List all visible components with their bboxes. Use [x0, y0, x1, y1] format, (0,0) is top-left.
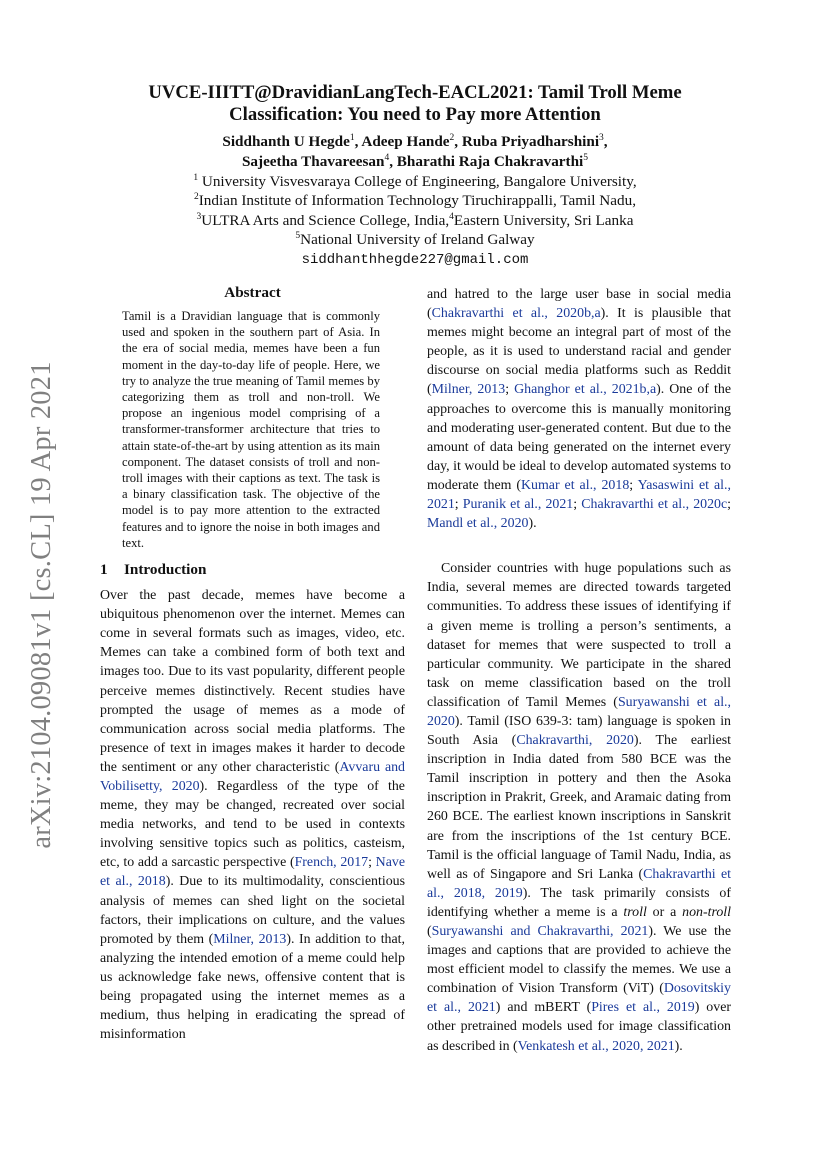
citation-link[interactable]: Suryawanshi et al., 2020 — [427, 694, 731, 729]
body-text: or a — [646, 904, 683, 920]
body-text: ). The earliest inscription in India dated from 580 BCE was the Tamil inscription in pottery and then the Asoka inscription in Prakrit, Greek, and Aramaic dating from 260 BCE. The earliest known inscriptions in Sanskrit are from the inscriptions of the 1st century BCE. Tamil is the official language of Tamil Nadu, India, as well as of Singapore and Sri Lanka ( — [427, 733, 731, 882]
body-text: ; — [573, 497, 582, 513]
intro-paragraph — [100, 586, 405, 1044]
italic-term: troll — [623, 904, 647, 920]
body-text: ). Regardless of the type of the meme, they may be changed, recreated over social media networks, and tend to be used in contexts involving sensitive topics such as politics, casteism, etc, to add a sarcastic perspective ( — [100, 778, 405, 871]
left-column — [100, 283, 405, 1044]
body-text: ( — [427, 924, 432, 939]
affiliation: University Visvesvaraya College of Engineering, Bangalore University, — [201, 173, 637, 190]
affiliation: Eastern University, Sri Lanka — [453, 211, 634, 229]
body-text: ). One of the approaches to overcome this is manually monitoring and moderating user-generated content. But due to the amount of data being generated on the internet every day, it would be ideal to develop automated systems to moderate them ( — [427, 382, 731, 493]
paragraph-gap — [427, 533, 731, 559]
right-column — [427, 285, 731, 1056]
arxiv-stamp-text: arXiv:2104.09081v1 [cs.CL] 19 Apr 2021 — [26, 361, 57, 849]
body-text: and hatred to the large user base in social media ( — [427, 287, 731, 322]
body-text: ). Due to its multimodality, conscientious analysis of memes can shed light on the societal factors, their implications on culture, and the values promoted by them ( — [100, 874, 405, 947]
author-name: Ruba Priyadharshini — [461, 133, 600, 150]
citation-link[interactable]: Puranik et al., 2021 — [462, 497, 574, 513]
author-name: Sajeetha Thavareesan — [241, 153, 385, 170]
affil-sup: 1 — [193, 172, 199, 183]
citation-link[interactable]: Nave et al., 2018 — [100, 855, 405, 890]
author-list: Siddhanth U Hegde$^1$, Adeep Hande$^2$, Ruba Priyadharshini$^3$, Sajeetha Thavareesan$^4$, Bharathi Raja Chakravarthi$^5$ — [222, 132, 608, 170]
paper-title — [100, 82, 730, 126]
body-text: ). — [674, 1038, 683, 1054]
body-text: ; — [629, 477, 638, 493]
paper-header — [100, 82, 730, 270]
citation-link[interactable]: Pires et al., 2019 — [591, 1000, 695, 1016]
citation-link[interactable]: French, 2017 — [294, 855, 369, 871]
section-heading — [100, 560, 405, 580]
affil-sup: 5 — [295, 231, 301, 242]
author-sup: 3 — [599, 132, 604, 143]
citation-link[interactable]: Milner, 2013 — [213, 931, 287, 947]
citation-link[interactable]: Mandl et al., 2020 — [427, 516, 529, 532]
body-paragraph — [427, 285, 731, 533]
affiliation: National University of Ireland Galway — [300, 231, 535, 249]
author-name: Siddhanth U Hegde — [222, 133, 350, 150]
citation-link[interactable]: Dosovitskiy et al., 2021 — [427, 981, 731, 1016]
body-text: ). It is plausible that memes might become an integral part of most of the people, as it is used to understand racial and gender discourse on social media platforms such as Reddit ( — [427, 306, 731, 398]
citation-link[interactable]: Chakravarthi et al., 2020b,a — [431, 306, 601, 322]
body-text: ). — [528, 516, 537, 532]
body-text: ; — [505, 382, 515, 398]
author-name: Adeep Hande — [361, 133, 450, 150]
body-text: ). Tamil (ISO 639-3: tam) language is spoken in South Asia ( — [427, 713, 731, 749]
author-sup: 5 — [583, 152, 589, 163]
citation-link[interactable]: Suryawanshi and Chakravarthi, 2021 — [431, 924, 649, 939]
abstract-text: Tamil is a Dravidian language that is commonly used and spoken in the southern part of Asia. In the era of social media, memes have been a fun moment in the day-to-day life of people. Here, we try to analyze the true meaning of Tamil memes by categorizing them as troll and non-troll. We propose an ingenious model comprising of a transformer-transformer architecture that tries to attain state-of-the-art by using attention as its main component. The dataset consists of troll and non-troll images with their captions as text. The task is a binary classification task. The objective of the model is to pay more attention to the extracted features and to ignore the noise in both images and text. — [122, 309, 380, 550]
citation-link[interactable]: Chakravarthi et al., 2020c — [581, 497, 728, 513]
arxiv-stamp — [22, 360, 62, 850]
section-title: Introduction — [124, 561, 207, 579]
affiliation: ULTRA Arts and Science College, India, — [201, 211, 450, 229]
section-number: 1 — [100, 561, 108, 579]
author-name: Bharathi Raja Chakravarthi — [396, 153, 584, 170]
affil-sup: 3 — [196, 211, 202, 222]
affil-sup: 2 — [193, 192, 199, 203]
citation-link[interactable]: Yasaswini et al., 2021 — [427, 477, 731, 513]
body-text: ) and mBERT ( — [495, 1000, 592, 1016]
contact-email[interactable]: siddhanthhegde227@gmail.com — [301, 251, 529, 268]
citation-link[interactable]: Kumar et al., 2018 — [521, 477, 630, 493]
affiliation: Indian Institute of Information Technology Tiruchirappalli, Tamil Nadu, — [198, 192, 636, 210]
citation-link[interactable]: Chakravarthi, 2020 — [516, 733, 634, 749]
citation-link[interactable]: Venkatesh et al., 2020, 2021 — [517, 1038, 675, 1054]
body-paragraph — [427, 559, 731, 1055]
italic-term: non-troll — [682, 904, 731, 920]
affil-sup: 4 — [449, 211, 454, 222]
citation-link[interactable]: Ghanghor et al., 2021b,a — [514, 382, 657, 398]
author-sup: 2 — [449, 132, 455, 143]
body-text: Over the past decade, memes have become a ubiquitous phenomenon over the internet. Memes can come in several formats such as images, video, etc. Memes can take a combined form of both text and images too. Due to its vast popularity, different people perceive memes distinctively. Recent studies have prompted the usage of memes as a mode of communication across social media platforms. The presence of text in images makes it harder to decode the sentiment or any other characteristic ( — [100, 588, 405, 775]
abstract-heading: Abstract — [224, 284, 281, 301]
title-line-2: Classification: You need to Pay more Attention — [229, 104, 601, 125]
body-text: Consider countries with huge populations such as India, several memes are directed towards targeted communities. To address these issues of identifying if a given meme is trolling a person’s sentiments, a dataset for memes that were suspected to troll a particular community. We participate in the shared task on meme classification based on the troll classification of Tamil Memes ( — [427, 561, 731, 710]
body-text: ). We use the images and captions that are provided to achieve the most efficient model to classify the memes. We use a combination of Vision Transform (ViT) ( — [427, 924, 731, 997]
citation-link[interactable]: Avvaru and Vobilisetty, 2020 — [100, 759, 406, 794]
affiliations — [100, 172, 730, 250]
title-line-1: UVCE-IIITT@DravidianLangTech-EACL2021: Tamil Troll Meme — [148, 82, 682, 103]
body-text: ; — [454, 497, 463, 513]
author-sup: 1 — [349, 132, 355, 143]
body-text: ; — [368, 855, 376, 871]
body-text: ; — [727, 497, 732, 513]
body-text: ) over other pretrained models used for image classification as described in ( — [427, 1000, 731, 1054]
citation-link[interactable]: Chakravarthi et al., 2018, 2019 — [427, 866, 731, 901]
body-text: ). In addition to that, analyzing the intended emotion of a meme could help us acknowledge fake news, offensive content that is being propagated using the internet memes as a medium, thus helping in eradicating the spread of misinformation — [100, 931, 405, 1043]
body-text: ). The task primarily consists of identifying whether a meme is a — [427, 885, 732, 920]
citation-link[interactable]: Milner, 2013 — [431, 382, 506, 398]
author-sup: 4 — [384, 152, 390, 163]
